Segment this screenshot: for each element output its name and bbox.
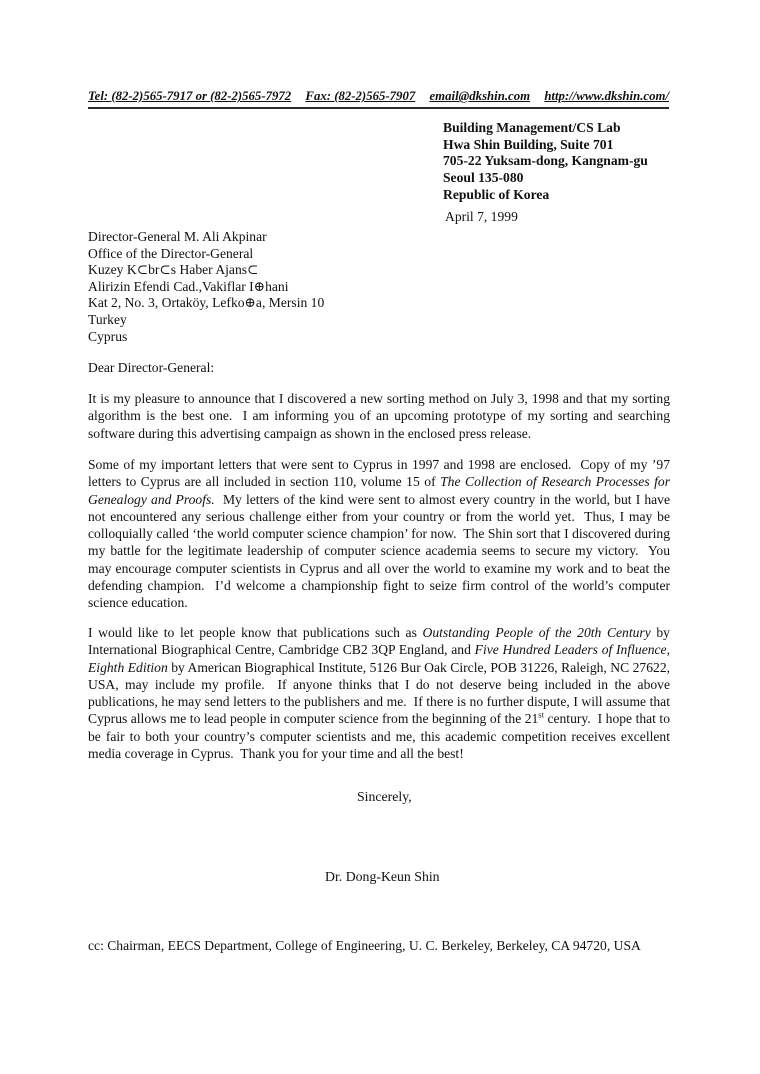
letterhead-contact-line [88, 89, 669, 109]
paragraph-text: by International Biographical Centre, Cambridge CB2 3QP England, and [88, 625, 670, 658]
letterhead-email: email@dkshin.com [429, 89, 531, 103]
sender-line: Seoul 135-080 [443, 170, 524, 186]
recipient-line: Alirizin Efendi Cad.,Vakiflar I⊕hani [88, 278, 289, 294]
sender-line: 705-22 Yuksam-dong, Kangnam-gu [443, 153, 648, 169]
recipient-line: Office of the Director-General [88, 245, 254, 261]
book-title: The Collection of Research Processes for Genealogy and Proofs. [88, 474, 670, 507]
paragraph-text: It is my pleasure to announce that I discovered a new sorting method on July 3, 1998 and that my sorting algorithm is the best one. I am informing you of an upcoming prototype of my sorting and searching software during this advertising campaign as shown in the enclosed press release. [88, 391, 670, 441]
paragraph-text: My letters of the kind were sent to almost every country in the world, but I have not encountered any serious challenge either from your country or from the world yet. Thus, I may be colloquially called ‘the world computer science champion’ for now. The Shin sort that I discovered during my battle for the legitimate leadership of computer science academia seems to secure my victory. You may encourage computer scientists in Cyprus and all over the world to examine my work and to beat the defending champion. I’d welcome a championship fight to seize firm control of the world’s computer science education. [88, 491, 671, 611]
sender-address-block [443, 120, 648, 204]
publication-title: Five Hundred Leaders of Influence, Eighth Edition [88, 642, 670, 675]
sender-line: Hwa Shin Building, Suite 701 [443, 136, 614, 152]
signature-name: Dr. Dong-Keun Shin [325, 869, 440, 884]
paragraph-text: Some of my important letters that were sent to Cyprus in 1997 and 1998 are enclosed. Copy of my ’97 letters to Cyprus are all included in section 110, volume 15 of [88, 457, 670, 490]
paragraph-letters-champion [88, 456, 670, 612]
sender-line: Republic of Korea [443, 186, 550, 202]
paragraph-text: century. I hope that to be fair to both your country’s computer scientists and me, this academic competition receives excellent media coverage in Cyprus. Thank you for your time and all the best! [88, 711, 670, 762]
paragraph-announcement [88, 390, 670, 442]
paragraph-publications [88, 624, 670, 762]
paragraph-text: by American Biographical Institute, 5126 Bur Oak Circle, POB 31226, Raleigh, NC 27622, USA, may include my profile. If anyone thinks that I do not deserve being included in the above publications, he may send letters to the publishers and me. If there is no further dispute, I will assume that Cyprus allows me to lead people in computer science from the beginning of the 21 [88, 659, 671, 727]
letterhead-url: http://www.dkshin.com/ [544, 89, 669, 103]
paragraph-text: I would like to let people know that publications such as [88, 625, 423, 640]
letterhead-tel: Tel: (82-2)565-7917 or (82-2)565-7972 [88, 89, 292, 103]
recipient-line: Turkey [88, 311, 127, 327]
recipient-line: Kat 2, No. 3, Ortaköy, Lefko⊕a, Mersin 10 [88, 295, 325, 311]
recipient-line: Kuzey K⊂br⊂s Haber Ajans⊂ [88, 262, 259, 278]
cc-line: cc: Chairman, EECS Department, College of Engineering, U. C. Berkeley, Berkeley, CA 94720, USA [88, 938, 641, 953]
closing: Sincerely, [357, 789, 412, 804]
recipient-address-block [88, 229, 324, 345]
letterhead-fax: Fax: (82-2)565-7907 [305, 89, 416, 103]
sender-line: Building Management/CS Lab [443, 120, 621, 135]
recipient-line: Director-General M. Ali Akpinar [88, 229, 267, 244]
publication-title: Outstanding People of the 20th Century [422, 625, 651, 640]
ordinal-superscript: st [538, 709, 544, 720]
recipient-line: Cyprus [88, 328, 128, 344]
date-line: April 7, 1999 [445, 209, 518, 224]
salutation: Dear Director-General: [88, 360, 215, 375]
